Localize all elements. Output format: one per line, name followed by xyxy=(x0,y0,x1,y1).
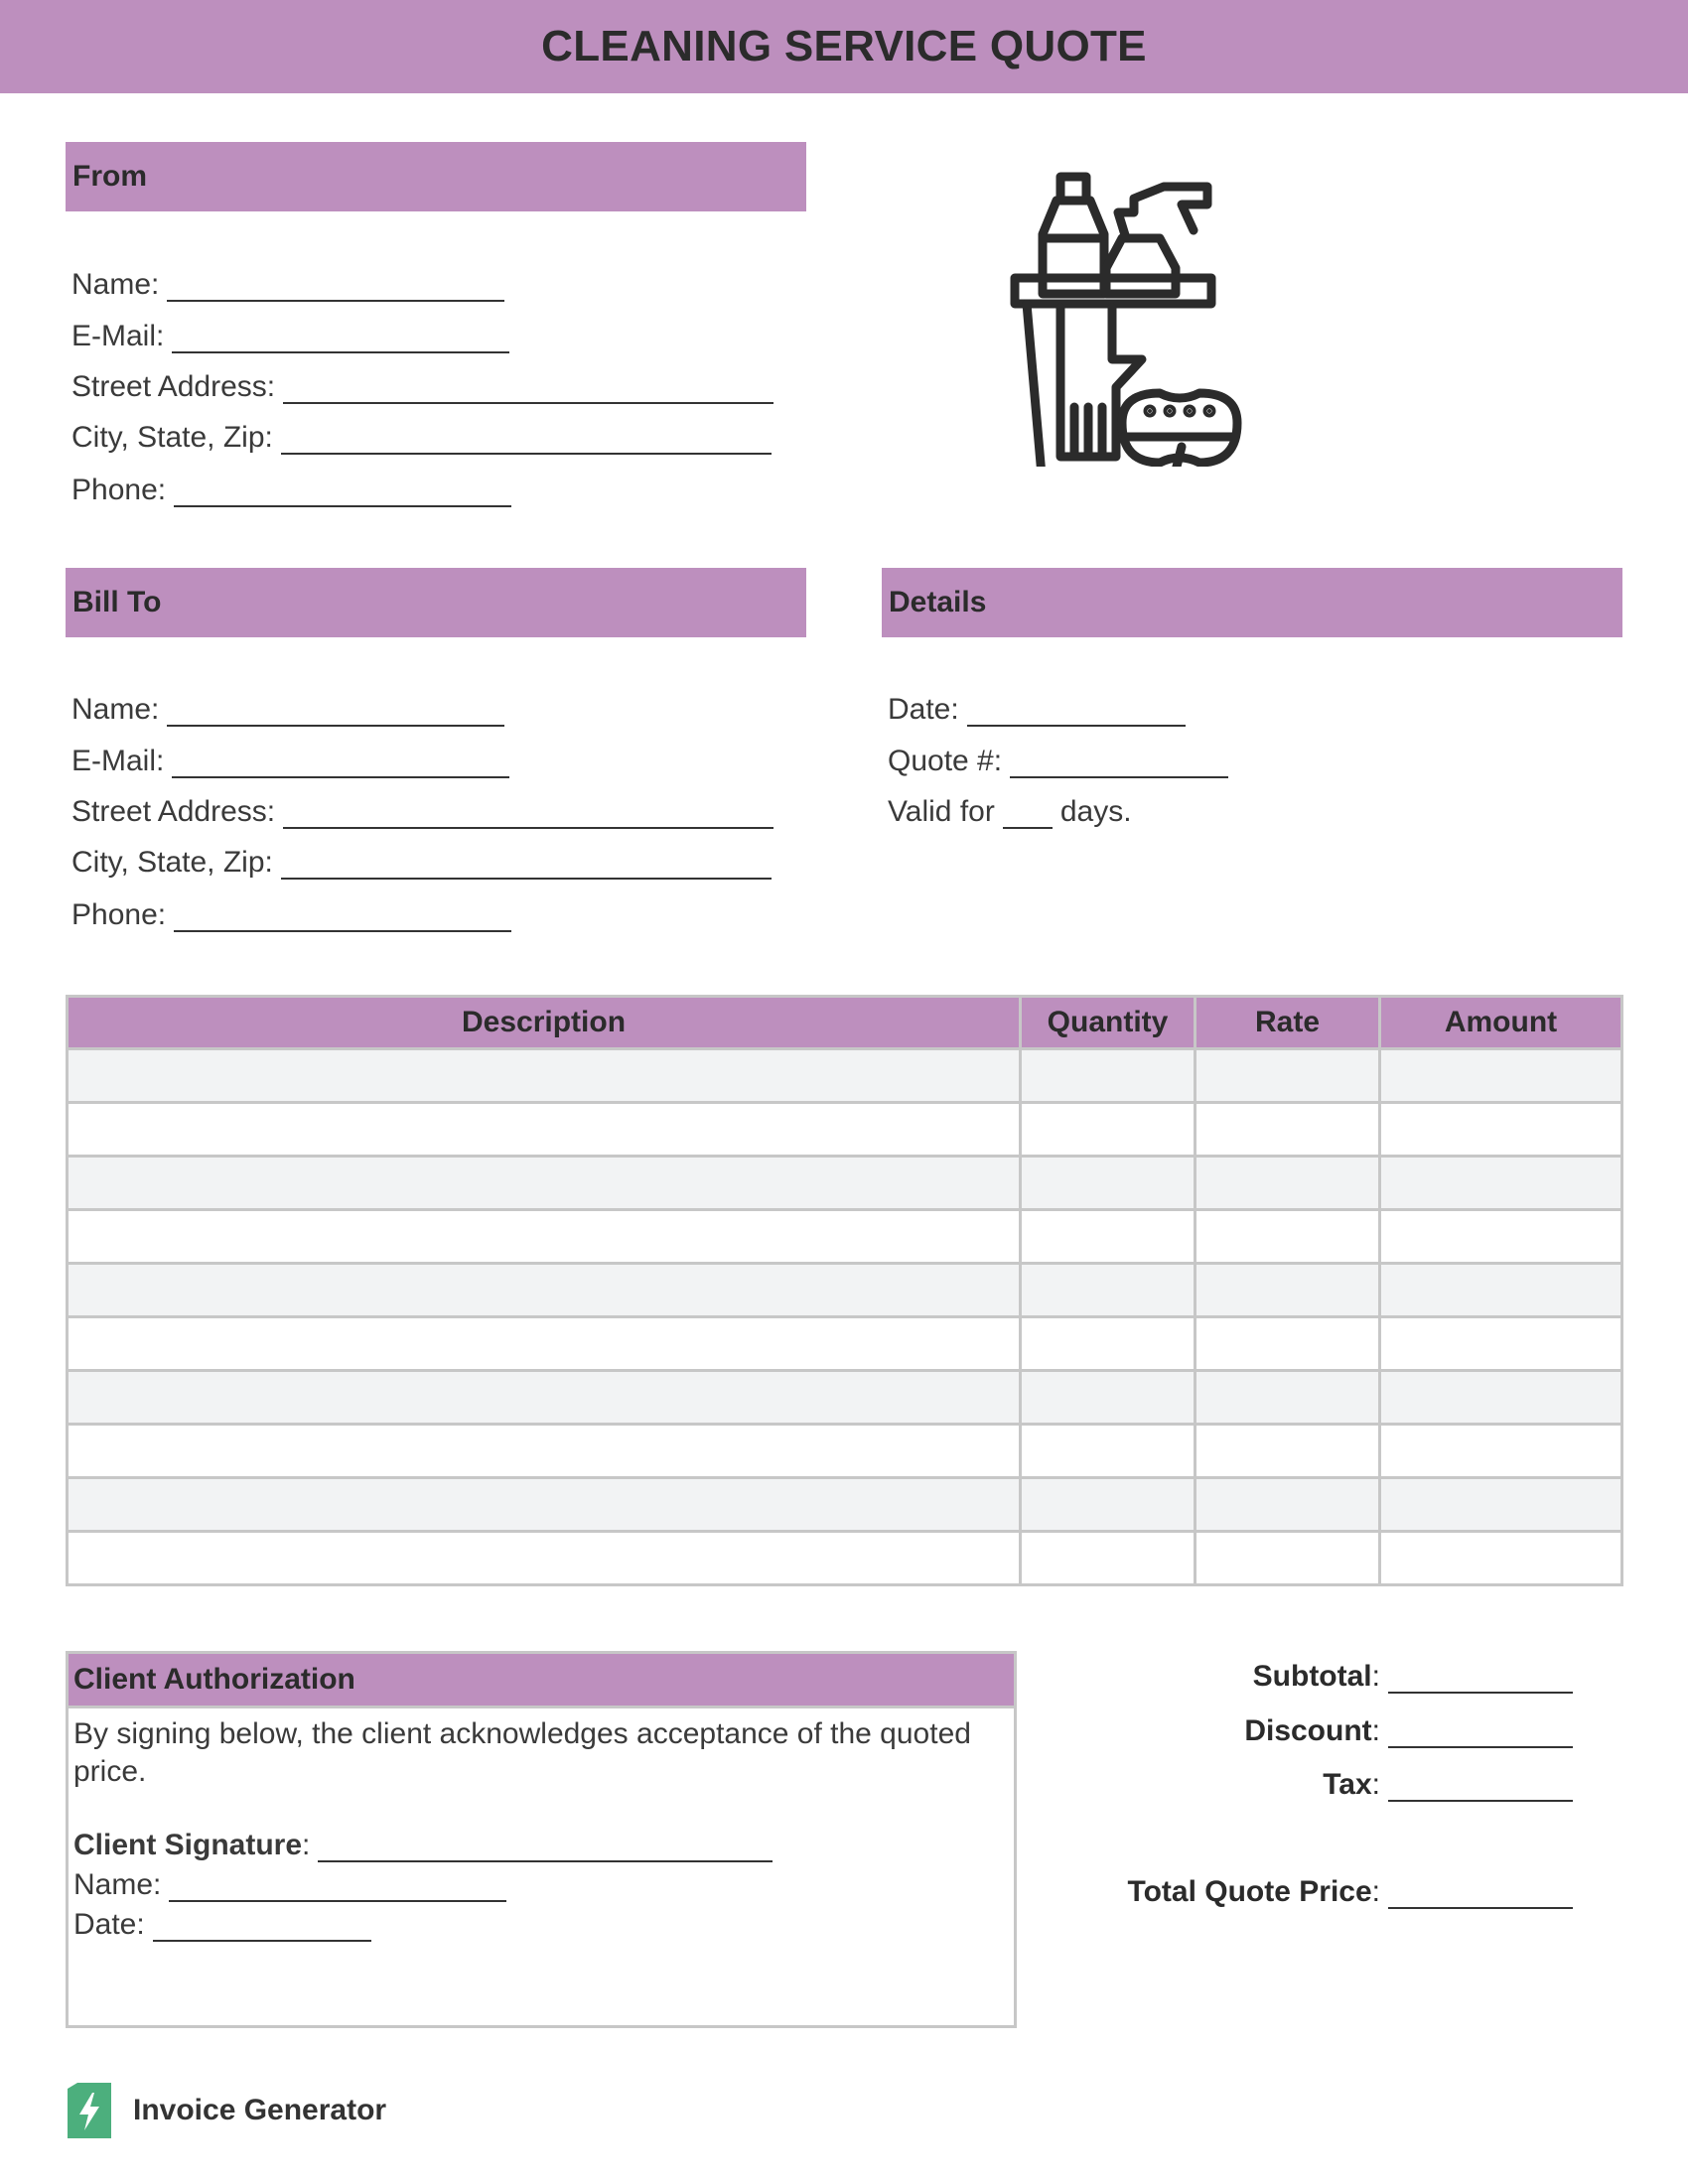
description-cell[interactable] xyxy=(68,1371,1021,1425)
details-valid-field[interactable]: Valid for days. xyxy=(888,795,1132,828)
rate-cell[interactable] xyxy=(1196,1264,1380,1317)
amount-cell[interactable] xyxy=(1380,1371,1622,1425)
rate-cell[interactable] xyxy=(1196,1210,1380,1264)
details-quote-field[interactable]: Quote #: xyxy=(888,745,1228,778)
tax-line[interactable] xyxy=(1388,1774,1573,1802)
authorization-text: By signing below, the client acknowledges acceptance of the quoted price. xyxy=(73,1717,971,1788)
quantity-cell[interactable] xyxy=(1021,1049,1196,1103)
description-cell[interactable] xyxy=(68,1532,1021,1585)
bill-to-heading: Bill To xyxy=(66,568,806,637)
description-cell[interactable] xyxy=(68,1157,1021,1210)
bill-name-field[interactable]: Name: xyxy=(71,693,504,727)
description-cell[interactable] xyxy=(68,1317,1021,1371)
bill-email-field[interactable]: E-Mail: xyxy=(71,745,509,778)
table-row xyxy=(68,1103,1622,1157)
col-rate-header: Rate xyxy=(1196,997,1380,1049)
table-row xyxy=(68,1371,1622,1425)
table-row xyxy=(68,1210,1622,1264)
col-amount-header: Amount xyxy=(1380,997,1622,1049)
description-cell[interactable] xyxy=(68,1478,1021,1532)
bill-phone-line[interactable] xyxy=(174,904,511,932)
table-row xyxy=(68,1532,1622,1585)
details-valid-days-line[interactable] xyxy=(1003,801,1053,829)
amount-cell[interactable] xyxy=(1380,1264,1622,1317)
rate-cell[interactable] xyxy=(1196,1425,1380,1478)
discount-line[interactable] xyxy=(1388,1720,1573,1748)
from-email-field[interactable]: E-Mail: xyxy=(71,320,509,353)
rate-cell[interactable] xyxy=(1196,1478,1380,1532)
description-cell[interactable] xyxy=(68,1264,1021,1317)
client-authorization-heading: Client Authorization xyxy=(69,1654,1014,1708)
tax-field[interactable]: Tax: xyxy=(1323,1768,1573,1802)
lightning-logo-icon xyxy=(68,2083,111,2138)
auth-name-field[interactable]: Name: xyxy=(73,1868,506,1902)
amount-cell[interactable] xyxy=(1380,1425,1622,1478)
amount-cell[interactable] xyxy=(1380,1049,1622,1103)
bill-city-field[interactable]: City, State, Zip: xyxy=(71,846,772,880)
bill-name-line[interactable] xyxy=(167,699,504,727)
auth-date-line[interactable] xyxy=(153,1914,371,1942)
amount-cell[interactable] xyxy=(1380,1478,1622,1532)
details-date-line[interactable] xyxy=(967,699,1186,727)
amount-cell[interactable] xyxy=(1380,1157,1622,1210)
client-authorization-box xyxy=(66,1651,1017,2028)
quantity-cell[interactable] xyxy=(1021,1478,1196,1532)
total-quote-price-line[interactable] xyxy=(1388,1881,1573,1909)
quantity-cell[interactable] xyxy=(1021,1103,1196,1157)
bill-street-line[interactable] xyxy=(283,801,774,829)
table-body xyxy=(68,1049,1622,1585)
amount-cell[interactable] xyxy=(1380,1317,1622,1371)
quantity-cell[interactable] xyxy=(1021,1425,1196,1478)
rate-cell[interactable] xyxy=(1196,1317,1380,1371)
from-street-line[interactable] xyxy=(283,376,774,404)
from-city-field[interactable]: City, State, Zip: xyxy=(71,421,772,455)
table-row xyxy=(68,1478,1622,1532)
cleaning-bucket-icon xyxy=(1005,169,1283,467)
table-row xyxy=(68,1264,1622,1317)
description-cell[interactable] xyxy=(68,1103,1021,1157)
from-heading: From xyxy=(66,142,806,211)
subtotal-field[interactable]: Subtotal: xyxy=(1253,1660,1573,1694)
from-name-field[interactable]: Name: xyxy=(71,268,504,302)
from-email-line[interactable] xyxy=(172,326,509,353)
description-cell[interactable] xyxy=(68,1210,1021,1264)
client-signature-line[interactable] xyxy=(318,1835,773,1862)
table-row xyxy=(68,1317,1622,1371)
col-description-header: Description xyxy=(68,997,1021,1049)
bill-phone-field[interactable]: Phone: xyxy=(71,898,511,932)
bill-email-line[interactable] xyxy=(172,751,509,778)
details-heading: Details xyxy=(882,568,1622,637)
col-quantity-header: Quantity xyxy=(1021,997,1196,1049)
from-phone-field[interactable]: Phone: xyxy=(71,474,511,507)
rate-cell[interactable] xyxy=(1196,1157,1380,1210)
total-quote-price-field[interactable]: Total Quote Price: xyxy=(1128,1875,1574,1909)
page-title: CLEANING SERVICE QUOTE xyxy=(541,22,1147,70)
description-cell[interactable] xyxy=(68,1049,1021,1103)
bill-street-field[interactable]: Street Address: xyxy=(71,795,774,829)
quantity-cell[interactable] xyxy=(1021,1157,1196,1210)
auth-name-line[interactable] xyxy=(169,1874,506,1902)
quantity-cell[interactable] xyxy=(1021,1317,1196,1371)
amount-cell[interactable] xyxy=(1380,1532,1622,1585)
amount-cell[interactable] xyxy=(1380,1103,1622,1157)
table-row xyxy=(68,1157,1622,1210)
amount-cell[interactable] xyxy=(1380,1210,1622,1264)
details-quote-line[interactable] xyxy=(1010,751,1228,778)
quantity-cell[interactable] xyxy=(1021,1264,1196,1317)
from-city-line[interactable] xyxy=(281,427,772,455)
discount-field[interactable]: Discount: xyxy=(1244,1714,1573,1748)
quantity-cell[interactable] xyxy=(1021,1371,1196,1425)
rate-cell[interactable] xyxy=(1196,1371,1380,1425)
subtotal-line[interactable] xyxy=(1388,1666,1573,1694)
description-cell[interactable] xyxy=(68,1425,1021,1478)
table-row xyxy=(68,1425,1622,1478)
details-date-field[interactable]: Date: xyxy=(888,693,1186,727)
rate-cell[interactable] xyxy=(1196,1532,1380,1585)
rate-cell[interactable] xyxy=(1196,1103,1380,1157)
from-name-line[interactable] xyxy=(167,274,504,302)
client-signature-field[interactable]: Client Signature: xyxy=(73,1829,773,1862)
footer-brand-name: Invoice Generator xyxy=(133,2094,387,2126)
from-street-field[interactable]: Street Address: xyxy=(71,370,774,404)
table-header-row xyxy=(68,997,1622,1049)
line-items-table xyxy=(66,995,1623,1586)
footer-brand[interactable] xyxy=(68,2083,386,2138)
bill-city-line[interactable] xyxy=(281,852,772,880)
rate-cell[interactable] xyxy=(1196,1049,1380,1103)
auth-date-field[interactable]: Date: xyxy=(73,1908,371,1942)
table-row xyxy=(68,1049,1622,1103)
from-phone-line[interactable] xyxy=(174,479,511,507)
quantity-cell[interactable] xyxy=(1021,1210,1196,1264)
quantity-cell[interactable] xyxy=(1021,1532,1196,1585)
